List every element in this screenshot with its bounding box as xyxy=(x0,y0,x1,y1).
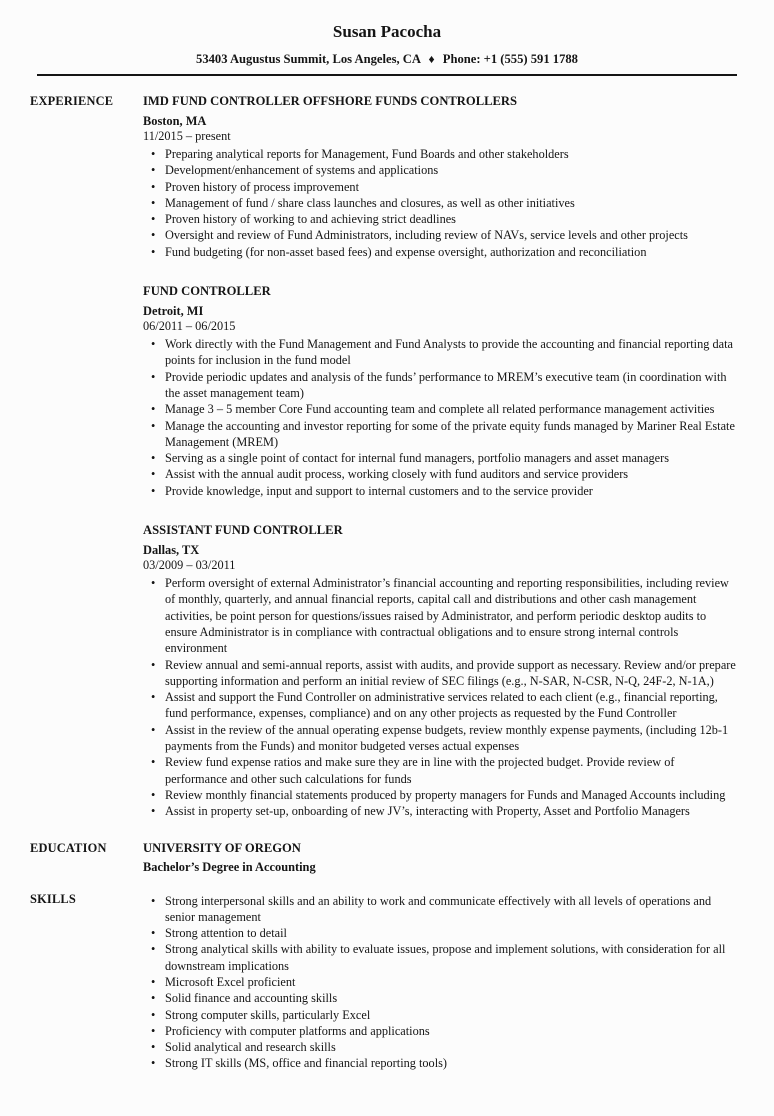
bullet-item: • Assist and support the Fund Controller on administrative services related to each client (e.g., financial reporting, fund performance, expenses, compliance) and on any other projects as requested by the Fund Controller xyxy=(143,689,738,722)
bullet-item: • Strong IT skills (MS, office and financial reporting tools) xyxy=(143,1055,738,1071)
education-section xyxy=(0,840,774,875)
job-title: ASSISTANT FUND CONTROLLER xyxy=(143,523,343,538)
job-bullet-list xyxy=(143,336,738,499)
bullet-item: • Serving as a single point of contact for internal fund managers, portfolio managers and asset managers xyxy=(143,450,738,466)
job-entry-3 xyxy=(143,522,738,819)
bullet-item: • Oversight and review of Fund Administrators, including review of NAVs, service levels and other projects xyxy=(143,227,738,243)
job-entry-1 xyxy=(143,93,738,260)
bullet-item: • Management of fund / share class launches and closures, as well as other initiatives xyxy=(143,195,738,211)
bullet-item: • Strong interpersonal skills and an ability to work and communicate effectively with all levels of operations and senior management xyxy=(143,893,738,926)
bullet-item: • Strong analytical skills with ability to evaluate issues, propose and implement solutions, with consideration for all downstream implications xyxy=(143,941,738,974)
job-dates: 06/2011 – 06/2015 xyxy=(143,319,236,334)
bullet-item: • Strong attention to detail xyxy=(143,925,738,941)
skills-content xyxy=(143,891,738,1072)
experience-content xyxy=(143,93,738,820)
experience-section xyxy=(0,93,774,820)
degree: Bachelor’s Degree in Accounting xyxy=(143,859,316,874)
job-location: Detroit, MI xyxy=(143,304,204,319)
job-location: Dallas, TX xyxy=(143,543,200,558)
bullet-item: • Perform oversight of external Administrator’s financial accounting and reporting responsibilities, including review of monthly, quarterly, and annual financial reports, capital call and distributions and other cash management activities, be point person for questions/issues raised by Administrator, and perform periodic desktop audits to ensure Administrator is in compliance with contractual obligations and to ensure strong internal controls environment xyxy=(143,575,738,656)
education-content xyxy=(143,840,738,875)
bullet-item: • Manage the accounting and investor reporting for some of the private equity funds managed by Mariner Real Estate Management (MREM) xyxy=(143,418,738,451)
job-title: FUND CONTROLLER xyxy=(143,284,271,299)
job-entry-2 xyxy=(143,283,738,499)
section-label-education: EDUCATION xyxy=(30,840,107,855)
job-bullet-list xyxy=(143,146,738,260)
bullet-item: • Work directly with the Fund Management and Fund Analysts to provide the accounting and financial reporting data points for inclusion in the fund model xyxy=(143,336,738,369)
bullet-item: • Development/enhancement of systems and applications xyxy=(143,162,738,178)
school-name: UNIVERSITY OF OREGON xyxy=(143,840,301,855)
bullet-item: • Provide periodic updates and analysis of the funds’ performance to MREM’s executive team (in coordination with the asset management team) xyxy=(143,369,738,402)
contact-line xyxy=(0,52,774,67)
skills-section xyxy=(0,891,774,1072)
job-location: Boston, MA xyxy=(143,114,207,128)
bullet-item: • Manage 3 – 5 member Core Fund accounting team and complete all related performance management activities xyxy=(143,401,738,417)
bullet-item: • Fund budgeting (for non-asset based fees) and expense oversight, authorization and reconciliation xyxy=(143,244,738,260)
bullet-item: • Preparing analytical reports for Management, Fund Boards and other stakeholders xyxy=(143,146,738,162)
bullet-item: • Review annual and semi-annual reports, assist with audits, and provide support as necessary. Review and/or prepare supporting information and perform an initial review of SEC filings (e.g., N-SAR, N-CSR, N-Q, 24F-2, N-1A,) xyxy=(143,657,738,690)
bullet-item: • Assist with the annual audit process, working closely with fund auditors and service providers xyxy=(143,466,738,482)
bullet-item: • Solid analytical and research skills xyxy=(143,1039,738,1055)
bullet-item: • Review monthly financial statements produced by property managers for Funds and Managed Accounts including xyxy=(143,787,738,803)
resume-header xyxy=(0,0,774,76)
diamond-separator-icon: ♦ xyxy=(428,52,435,66)
bullet-item: • Proficiency with computer platforms and applications xyxy=(143,1023,738,1039)
contact-phone: Phone: +1 (555) 591 1788 xyxy=(442,52,578,66)
bullet-item: • Strong computer skills, particularly Excel xyxy=(143,1007,738,1023)
section-label-skills: SKILLS xyxy=(30,891,76,906)
contact-address: 53403 Augustus Summit, Los Angeles, CA xyxy=(196,52,421,66)
bullet-item: • Proven history of working to and achieving strict deadlines xyxy=(143,211,738,227)
bullet-item: • Proven history of process improvement xyxy=(143,179,738,195)
section-label-experience: EXPERIENCE xyxy=(30,94,114,108)
bullet-item: • Solid finance and accounting skills xyxy=(143,990,738,1006)
job-dates: 11/2015 – present xyxy=(143,129,231,143)
bullet-item: • Assist in the review of the annual operating expense budgets, review monthly expense payments, (including 12b-1 payments from the Funds) and monitor budgeted verses actual expenses xyxy=(143,722,738,755)
job-bullet-list xyxy=(143,575,738,819)
skills-bullet-list xyxy=(143,893,738,1072)
job-title: IMD FUND CONTROLLER OFFSHORE FUNDS CONTROLLERS xyxy=(143,94,517,108)
bullet-item: • Assist in property set-up, onboarding of new JV’s, interacting with Property, Asset and Portfolio Managers xyxy=(143,803,738,819)
bullet-item: • Microsoft Excel proficient xyxy=(143,974,738,990)
bullet-item: • Review fund expense ratios and make sure they are in line with the projected budget. Provide review of performance and other such calculations for funds xyxy=(143,754,738,787)
candidate-name: Susan Pacocha xyxy=(332,22,442,41)
header-divider xyxy=(37,74,737,76)
job-dates: 03/2009 – 03/2011 xyxy=(143,558,236,573)
bullet-item: • Provide knowledge, input and support to internal customers and to the service provider xyxy=(143,483,738,499)
